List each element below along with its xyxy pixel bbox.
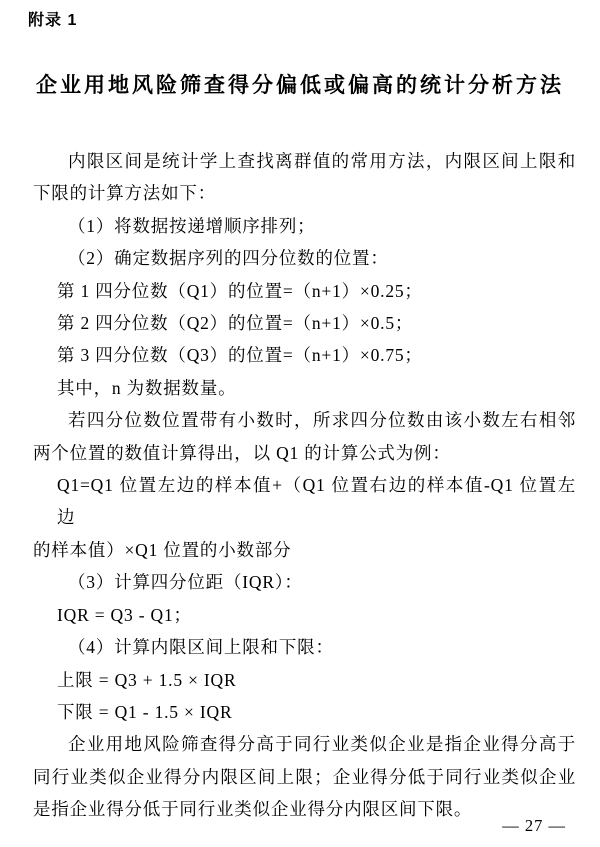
text-line: IQR = Q3 - Q1； <box>57 604 192 625</box>
text-line: （1）将数据按递增顺序排列； <box>68 215 316 236</box>
text-line: （4）计算内限区间上限和下限： <box>68 637 334 658</box>
text-line: 第 2 四分位数（Q2）的位置=（n+1）×0.5； <box>57 313 414 334</box>
page-title: 企业用地风险筛查得分偏低或偏高的统计分析方法 <box>36 74 564 97</box>
text-line: 第 3 四分位数（Q3）的位置=（n+1）×0.75； <box>57 345 423 366</box>
text-line: （3）计算四分位距（IQR）： <box>68 572 303 593</box>
text-line: 是指企业得分低于同行业类似企业得分内限区间下限。 <box>33 799 473 820</box>
text-line: （2）确定数据序列的四分位数的位置： <box>68 248 389 269</box>
text-line: 企业用地风险筛查得分高于同行业类似企业是指企业得分高于 <box>68 734 576 755</box>
text-line: 同行业类似企业得分内限区间上限；企业得分低于同行业类似企业 <box>33 766 576 787</box>
text-line: 其中，n 为数据数量。 <box>57 377 237 398</box>
text-line: 上限 = Q3 + 1.5 × IQR <box>57 669 237 690</box>
text-line: 下限的计算方法如下： <box>33 183 216 204</box>
body-text <box>33 145 576 826</box>
text-line: 两个位置的数值计算得出，以 Q1 的计算公式为例： <box>33 442 451 463</box>
page-number: — 27 — <box>502 816 566 835</box>
text-line: Q1=Q1 位置左边的样本值+（Q1 位置右边的样本值-Q1 位置左边 <box>57 475 576 528</box>
appendix-label: 附录 1 <box>28 12 78 29</box>
text-line: 下限 = Q1 - 1.5 × IQR <box>57 701 233 722</box>
text-line: 第 1 四分位数（Q1）的位置=（n+1）×0.25； <box>57 280 423 301</box>
text-line: 的样本值）×Q1 位置的小数部分 <box>33 539 292 560</box>
text-line: 内限区间是统计学上查找离群值的常用方法，内限区间上限和 <box>68 151 576 171</box>
text-line: 若四分位数位置带有小数时，所求四分位数由该小数左右相邻 <box>68 410 576 431</box>
